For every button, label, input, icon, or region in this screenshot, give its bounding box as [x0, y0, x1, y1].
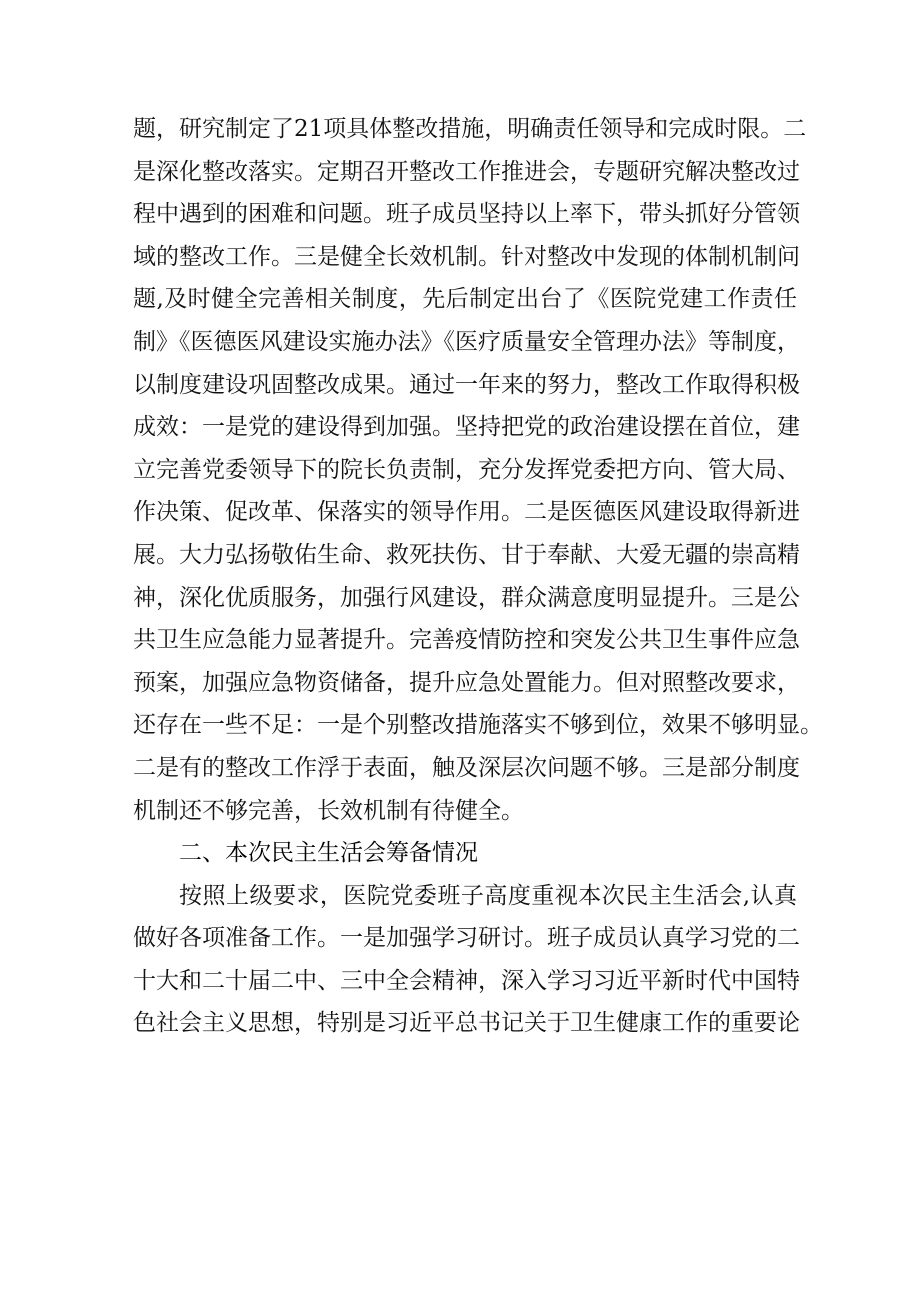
paragraph-line: 共卫生应急能力显著提升。完善疫情防控和突发公共卫生事件应急 [133, 627, 800, 654]
document-body [133, 108, 823, 1045]
paragraph-line: 制》《医德医风建设实施办法》《医疗质量安全管理办法》等制度， [133, 328, 800, 355]
paragraph-line: 作决策、促改革、保落实的领导作用。二是医德医风建设取得新进 [133, 499, 800, 526]
paragraph-line: 程中遇到的困难和问题。班子成员坚持以上率下，带头抓好分管领 [133, 201, 800, 228]
paragraph-line: 机制还不够完善，长效机制有待健全。 [133, 797, 524, 824]
paragraph-line: 色社会主义思想，特别是习近平总书记关于卫生健康工作的重要论 [133, 1010, 800, 1037]
paragraph-line: 以制度建设巩固整改成果。通过一年来的努力，整改工作取得积极 [133, 371, 800, 398]
paragraph-line: 题，研究制定了21项具体整改措施，明确责任领导和完成时限。二 [133, 116, 807, 142]
paragraph-line: 神，深化优质服务，加强行风建设，群众满意度明显提升。三是公 [133, 584, 800, 611]
paragraph-line: 还存在一些不足：一是个别整改措施落实不够到位，效果不够明显。 [133, 712, 823, 739]
paragraph-line: 域的整改工作。三是健全长效机制。针对整改中发现的体制机制问 [133, 243, 800, 270]
paragraph-line: 二是有的整改工作浮于表面，触及深层次问题不够。三是部分制度 [133, 754, 800, 781]
paragraph-line: 做好各项准备工作。一是加强学习研讨。班子成员认真学习党的二 [133, 925, 800, 952]
paragraph-line: 成效：一是党的建设得到加强。坚持把党的政治建设摆在首位，建 [133, 414, 800, 441]
paragraph-line: 按照上级要求，医院党委班子高度重视本次民主生活会,认真 [179, 882, 797, 909]
paragraph-line: 预案，加强应急物资储备，提升应急处置能力。但对照整改要求， [133, 669, 800, 696]
paragraph-line: 十大和二十届二中、三中全会精神，深入学习习近平新时代中国特 [133, 967, 800, 994]
paragraph-line: 展。大力弘扬敬佑生命、救死扶伤、甘于奉献、大爱无疆的崇高精 [133, 541, 800, 568]
section-heading: 二、本次民主生活会筹备情况 [179, 840, 478, 867]
paragraph-line: 题,及时健全完善相关制度，先后制定出台了《医院党建工作责任 [133, 286, 797, 313]
paragraph-line: 是深化整改落实。定期召开整改工作推进会，专题研究解决整改过 [133, 158, 800, 185]
paragraph-line: 立完善党委领导下的院长负责制，充分发挥党委把方向、管大局、 [133, 456, 800, 483]
